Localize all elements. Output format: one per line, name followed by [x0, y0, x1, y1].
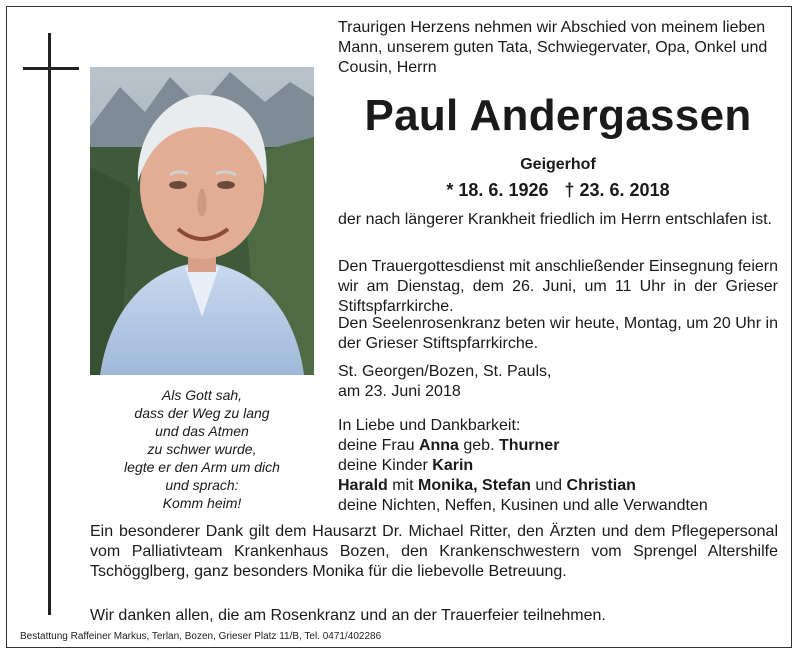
place: St. Georgen/Bozen, St. Pauls, — [338, 363, 552, 380]
cross-horizontal — [23, 67, 79, 70]
cross-vertical — [48, 33, 51, 615]
poem-line: und das Atmen — [155, 423, 249, 439]
poem-line: legte er den Arm um dich — [124, 459, 280, 475]
farm-name: Geigerhof — [520, 156, 596, 173]
portrait-photo — [90, 67, 314, 375]
date: am 23. Juni 2018 — [338, 383, 461, 400]
poem-line: dass der Weg zu lang — [134, 405, 270, 421]
thanks-all-text: Wir danken allen, die am Rosenkranz und an der Trauerfeier teilnehmen. — [90, 607, 606, 624]
funeral-home-footer: Bestattung Raffeiner Markus, Terlan, Bozen, Grieser Platz 11/B, Tel. 0471/402286 — [20, 631, 382, 642]
poem-line: Als Gott sah, — [161, 387, 243, 403]
poem-line: zu schwer wurde, — [147, 441, 257, 457]
thanks-text: Ein besonderer Dank gilt dem Hausarzt Dr. Michael Ritter, den Ärzten und dem Pflegepersonal vom Palliativteam Krankenhaus Bozen, den Krankenschwestern vom Sprengel Altershilfe Tschögglberg, ganz besonders Monika für die liebevolle Betreuung. — [90, 523, 778, 580]
life-dates — [338, 180, 778, 201]
intro-text: Traurigen Herzens nehmen wir Abschied von meinem lieben Mann, unserem guten Tata, Schwiegervater, Opa, Onkel und Cousin, Herrn — [338, 19, 768, 76]
poem — [90, 386, 314, 512]
poem-line: Komm heim! — [162, 495, 242, 511]
place-and-date — [338, 362, 778, 402]
family-line-relatives: deine Nichten, Neffen, Kusinen und alle Verwandten — [338, 497, 708, 514]
family-heading: In Liebe und Dankbarkeit: — [338, 417, 521, 434]
poem-line: und sprach: — [165, 477, 239, 493]
family-line-harald: Harald mit Monika, Stefan und Christian — [338, 477, 636, 494]
death-date: † 23. 6. 2018 — [564, 180, 670, 200]
family-list — [338, 416, 778, 516]
rosary-text: Den Seelenrosenkranz beten wir heute, Montag, um 20 Uhr in der Grieser Stiftspfarrkirche. — [338, 315, 778, 352]
birth-date: * 18. 6. 1926 — [446, 180, 549, 200]
family-line-children: deine Kinder Karin — [338, 457, 474, 474]
funeral-service-text: Den Trauergottesdienst mit anschließender Einsegnung feiern wir am Dienstag, dem 26. Juni, um 11 Uhr in der Grieser Stiftspfarrkirche. — [338, 258, 778, 315]
family-line-wife: deine Frau Anna geb. Thurner — [338, 437, 560, 454]
passing-text: der nach längerer Krankheit friedlich im Herrn entschlafen ist. — [338, 211, 772, 228]
deceased-name: Paul Andergassen — [364, 91, 752, 140]
